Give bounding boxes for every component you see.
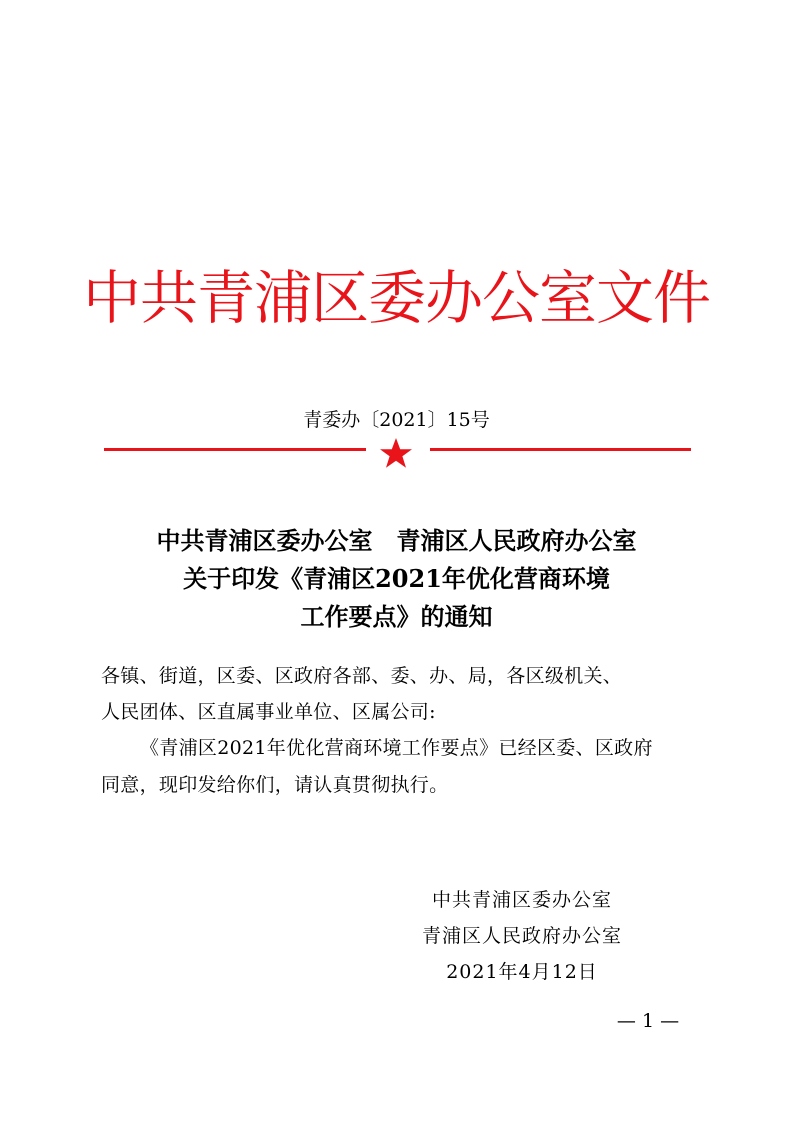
signature-issuer-2: 青浦区人民政府办公室 xyxy=(421,925,622,947)
document-number: 青委办〔2021〕15号 xyxy=(303,409,490,431)
page-number: — 1 — xyxy=(616,1010,680,1032)
red-separator-left xyxy=(104,448,366,451)
notice-title-line-2: 关于印发《青浦区2021年优化营商环境 xyxy=(183,564,610,593)
notice-title-line-1: 中共青浦区委办公室 青浦区人民政府办公室 xyxy=(156,526,637,555)
notice-title-line-3: 工作要点》的通知 xyxy=(300,602,493,631)
signature-date: 2021年4月12日 xyxy=(446,961,598,983)
red-star-icon xyxy=(379,437,413,471)
recipients-line-2: 人民团体、区直属事业单位、区属公司: xyxy=(101,701,436,723)
signature-issuer-1: 中共青浦区委办公室 xyxy=(431,889,612,911)
document-masthead: 中共青浦区委办公室文件 xyxy=(82,264,710,332)
red-separator-right xyxy=(430,448,691,451)
body-paragraph-line-1: 《青浦区2021年优化营商环境工作要点》已经区委、区政府 xyxy=(140,737,653,759)
recipients-line-1: 各镇、街道，区委、区政府各部、委、办、局，各区级机关、 xyxy=(101,665,623,687)
body-paragraph-line-2: 同意，现印发给你们，请认真贯彻执行。 xyxy=(101,774,449,796)
